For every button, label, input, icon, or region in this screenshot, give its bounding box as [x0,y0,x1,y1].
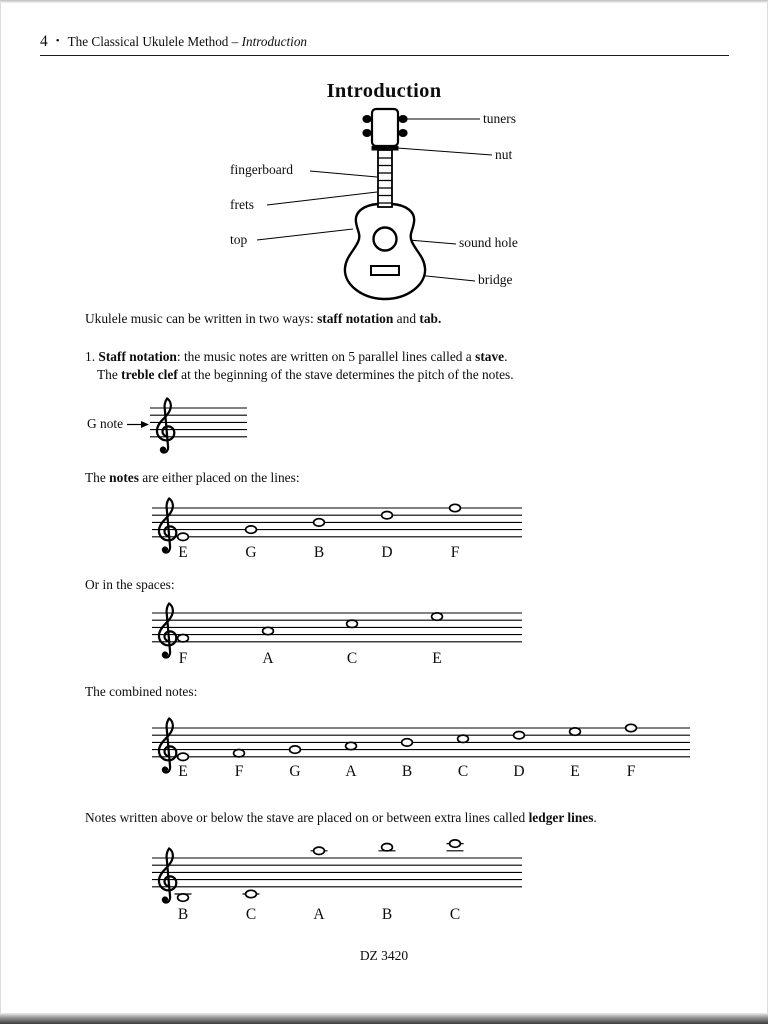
label-tuners: tuners [483,111,516,126]
note-letter: B [313,544,325,561]
label-sound-hole: sound hole [459,235,518,250]
whole-note [290,746,301,753]
g-note-callout [87,416,149,432]
note-letter: F [626,763,636,780]
note-letter: A [262,650,274,667]
tuner-knob-icon [398,115,407,123]
whole-note [178,894,189,901]
note-letter: B [177,906,189,923]
note-letter: E [178,544,188,561]
header-bullet: • [55,35,60,47]
staff-ledger-lines [152,838,522,923]
staff-notes-on-lines [152,488,522,567]
whole-note [458,735,469,742]
note-letter: C [245,906,257,923]
note-letter: F [178,650,188,667]
whole-note [178,635,189,642]
note-letter: G [245,544,257,561]
g-note-label: G note [87,416,124,431]
header-rule [40,55,729,56]
ukulele-diagram [230,103,542,303]
paragraph-staff-notation-line2: The treble clef at the beginning of the stave determines the pitch of the notes. [97,366,514,382]
note-letter: D [381,544,393,561]
nut-bar [372,146,399,151]
tuner-knob-icon [362,115,371,123]
staff-svg [152,838,522,912]
whole-note [346,742,357,749]
staff-combined-notes [152,708,690,787]
label-combined-notes: The combined notes: [85,684,198,699]
pointer-line-frets [267,192,377,205]
paragraph-staff-notation [85,348,514,383]
whole-note [432,613,443,620]
whole-note [570,728,581,735]
staff-svg [150,388,247,462]
note-letter: D [513,763,525,780]
note-letter: A [313,906,325,923]
arrow-right-icon [127,420,149,429]
ukulele-drawing [345,109,425,299]
tuner-knob-icon [398,129,407,137]
staff-svg [152,593,522,667]
note-letter: G [289,763,301,780]
whole-note [234,750,245,757]
note-letter: C [449,906,461,923]
pointer-line-top [257,229,353,240]
whole-note [347,620,358,627]
whole-note [514,732,525,739]
treble-clef-icon [157,399,174,453]
label-frets: frets [230,197,254,212]
label-fingerboard: fingerboard [230,162,293,177]
label-notes-in-spaces: Or in the spaces: [85,577,175,592]
note-letter: E [178,763,188,780]
label-nut: nut [495,147,513,162]
note-letter: A [345,763,357,780]
label-top: top [230,232,248,247]
whole-note [314,519,325,526]
label-bridge: bridge [478,272,513,287]
whole-note [246,890,257,897]
staff-svg [152,488,522,562]
tuner-knob-icon [362,129,371,137]
whole-note [382,844,393,851]
note-letter: C [346,650,358,667]
paragraph-two-ways: Ukulele music can be written in two ways: staff notation and tab. [85,311,442,326]
staff-notes-in-spaces [152,593,522,672]
paragraph-staff-notation-line1: 1. Staff notation: the music notes are written on 5 parallel lines called a stave. [85,349,508,364]
whole-note [178,533,189,540]
headstock [372,109,398,146]
label-notes-on-lines: The notes are either placed on the lines: [85,470,300,485]
treble-clef-icon [159,849,176,903]
whole-note [626,724,637,731]
whole-note [246,526,257,533]
whole-note [402,739,413,746]
note-letter: F [450,544,460,561]
bridge-rect [371,266,399,275]
note-letter: F [234,763,244,780]
whole-note [314,847,325,854]
note-letter: C [457,763,469,780]
plate-number: DZ 3420 [359,948,409,963]
pointer-line-fingerboard [310,171,377,177]
paragraph-ledger-lines: Notes written above or below the stave are placed on or between extra lines called ledger lines. [85,810,597,825]
note-letter: B [381,906,393,923]
whole-note [382,512,393,519]
whole-note [263,627,274,634]
staff-g-note [150,388,247,467]
note-letter: E [432,650,442,667]
sound-hole-circle [374,228,397,251]
book-title: The Classical Ukulele Method – [67,34,242,49]
note-letter: B [401,763,413,780]
whole-note [450,840,461,847]
whole-note [450,504,461,511]
note-letter: E [570,763,580,780]
scan-edge-bottom [0,1013,768,1024]
page-header [40,33,307,51]
whole-note [178,753,189,760]
page-number: 4 [40,33,48,50]
page-title: Introduction [326,80,442,102]
pointer-line-nut [397,148,492,155]
scan-edge-top [0,0,768,3]
book-section: Introduction [241,34,308,49]
